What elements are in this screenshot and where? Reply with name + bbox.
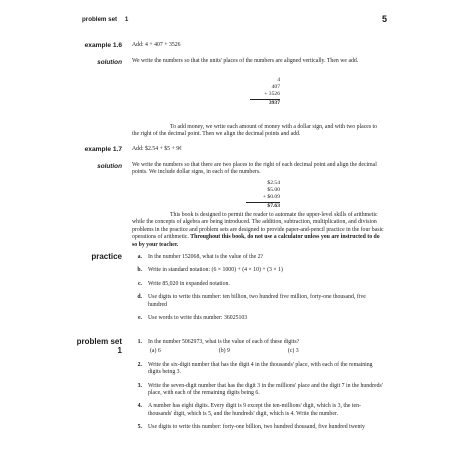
item-text: In the number 5062973, what is the value of each of these digits? (148, 339, 300, 345)
addend-1: $2.54 (267, 180, 280, 186)
example-1-7-solution-text: We write the numbers so that there are two places to the right of each decimal point and align the decimal points. We include dollar signs, in each of the numbers. (132, 162, 377, 176)
item-number: 4. (137, 403, 142, 410)
item-text: In the number 152068, what is the value of the 2? (148, 254, 264, 260)
item-text: A number has eight digits. Every digit is 9 except the ten-millions' digit, which is 3, the ten-thousands' digit, which is 5, and the hundreds' digit, which is 4. Write the number. (148, 403, 361, 417)
addend-2: $5.00 (267, 187, 280, 194)
item-text: Use words to write this number: 36025103 (148, 315, 248, 322)
item-letter: d. (137, 294, 142, 301)
sum: 3937 (268, 99, 280, 106)
example-1-6-solution-label: solution (97, 59, 122, 66)
choice-a: (a) 6 (150, 348, 161, 355)
addend-3: + 3526 (264, 91, 280, 98)
item-text: Use digits to write this number: ten billion, two hundred five million, forty-one thousand, five hundred (148, 294, 366, 308)
practice-list (132, 254, 384, 322)
example-1-7-solution-label: solution (97, 163, 122, 170)
intro-bold-text: Throughout this book, do not use a calculator unless you are instructed to do so by your teacher. (132, 234, 380, 248)
intro-paragraph (132, 212, 384, 249)
section-number: 1 (124, 16, 129, 23)
problem-item-2 (132, 362, 384, 377)
problem-item-5 (132, 424, 384, 431)
example-1-6-problem: Add: 4 + 407 + 3526 (132, 42, 181, 48)
practice-item-d (132, 294, 384, 309)
item-text: Write 85,020 in expanded notation. (148, 280, 230, 287)
item-text: Write the seven-digit number that has the digit 3 in the millions' place and the digit 7 in the hundreds' place, with each of the remaining digits being 6. (148, 382, 383, 397)
practice-item-e (132, 315, 384, 322)
example-1-7-problem: Add: $2.54 + $5 + 9¢ (132, 146, 183, 152)
choice-b: (b) 9 (218, 348, 230, 355)
item-letter: b. (137, 267, 142, 274)
problem-set-label (50, 337, 122, 355)
intro-text: This book is designed to permit the reader to automate the upper-level skills of arithmetic while the concepts of algebra are being introduced. The addition, subtraction, multiplication, and division problems in the practice and problem sets are designed to provide paper-and-pencil practice in the four basic operations of arithmetic. (132, 212, 384, 241)
problem-item-3 (132, 383, 384, 398)
practice-item-b (132, 267, 384, 274)
running-header (82, 16, 128, 23)
practice-label: practice (91, 252, 122, 261)
page-number: 5 (382, 14, 388, 24)
example-1-6-label: example 1.6 (84, 42, 122, 49)
example-1-6-addition (236, 77, 280, 107)
example-1-6-solution-text: We write the numbers so that the units' places of the numbers are aligned vertically. Then we add. (132, 58, 359, 64)
item-text: Write the six-digit number that has the digit 4 in the thousands' place, with each of the remaining digits being 3. (148, 361, 373, 376)
problem-set-title: problem set (76, 337, 122, 346)
problem-item-4 (132, 403, 384, 418)
item-text: Use digits to write this number: forty-one billion, two hundred thousand, five hundred twenty (148, 424, 365, 431)
item-number: 3. (137, 382, 142, 389)
choice-c: (c) 3 (287, 348, 299, 355)
problem-1-choices (132, 348, 384, 355)
problem-item-1 (132, 339, 384, 356)
sum: $7.63 (267, 202, 280, 209)
item-number: 1. (137, 339, 142, 345)
addend-1: 4 (277, 77, 280, 83)
item-text: Write in standard notation: (6 × 1000) + (4 × 10) + (3 × 1) (148, 267, 283, 274)
problem-set-list (132, 339, 384, 432)
item-number: 2. (137, 361, 142, 368)
problem-set-number: 1 (117, 346, 122, 355)
example-1-6-money-note: To add money, we write each amount of money with a dollar sign, and with two places to the right of the decimal point. Then we align the decimal points and add. (132, 124, 378, 138)
problem-item-1-row (132, 339, 384, 346)
item-number: 5. (137, 424, 142, 431)
example-1-7-label: example 1.7 (84, 146, 122, 153)
item-letter: a. (137, 254, 142, 260)
item-letter: c. (137, 280, 142, 287)
addend-3: + $0.09 (262, 194, 280, 201)
item-letter: e. (137, 315, 142, 322)
practice-item-c (132, 281, 384, 288)
section-label: problem set (82, 16, 118, 23)
addend-2: 407 (271, 84, 280, 91)
example-1-7-addition (236, 180, 280, 210)
practice-item-a (132, 254, 384, 261)
